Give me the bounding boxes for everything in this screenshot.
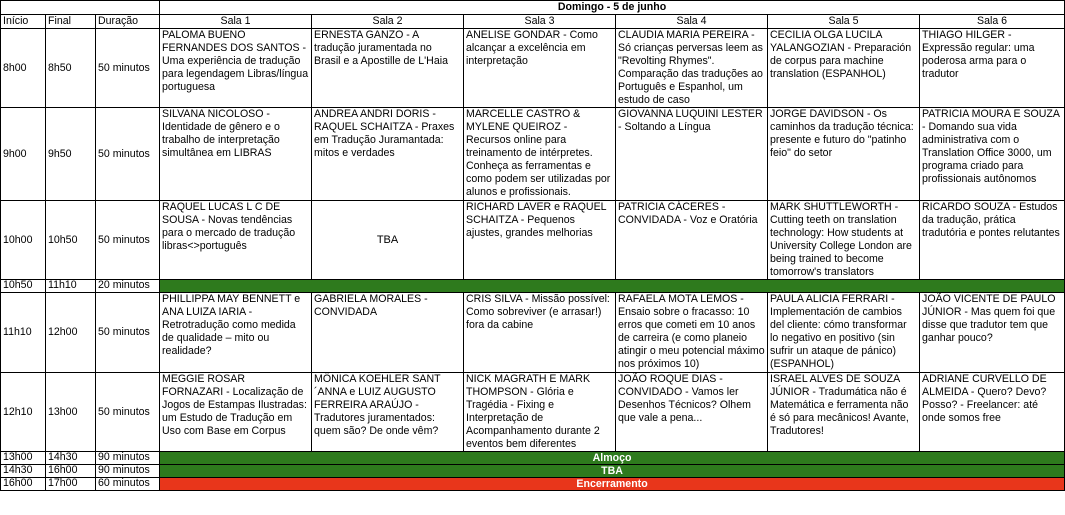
row-end: 14h30 (46, 452, 96, 465)
session-cell: ISRAEL ALVES DE SOUZA JÚNIOR - Tradumática não é Matemática e ferramenta não é só para mecânicos! Avante, Tradutores! (768, 373, 920, 452)
header-end: Final (46, 15, 96, 29)
row-start: 9h00 (1, 108, 46, 201)
row-duration: 90 minutos (96, 452, 160, 465)
session-cell: ANELISE GONDAR - Como alcançar a excelência em interpretação (464, 29, 616, 108)
session-cell: GIOVANNA LUQUINI LESTER - Soltando a Língua (616, 108, 768, 201)
session-cell: ANDREA ANDRI DORIS - RAQUEL SCHAITZA - Praxes em Tradução Juramantada: mitos e verdades (312, 108, 464, 201)
session-cell-tba: TBA (312, 201, 464, 280)
row-duration: 50 minutos (96, 201, 160, 280)
row-start: 16h00 (1, 478, 46, 491)
session-cell: JOÃO VICENTE DE PAULO JÚNIOR - Mas quem foi que disse que tradutor tem que ganhar pouco? (920, 293, 1065, 373)
session-cell: THIAGO HILGER - Expressão regular: uma poderosa arma para o tradutor (920, 29, 1065, 108)
header-room-1: Sala 1 (160, 15, 312, 29)
table-row-tba (1, 465, 1065, 478)
row-end: 9h50 (46, 108, 96, 201)
row-end: 16h00 (46, 465, 96, 478)
header-room-4: Sala 4 (616, 15, 768, 29)
session-cell: GABRIELA MORALES - CONVIDADA (312, 293, 464, 373)
row-start: 12h10 (1, 373, 46, 452)
row-duration: 90 minutos (96, 465, 160, 478)
session-cell: JORGE DAVIDSON - Os caminhos da tradução técnica: presente e futuro do "patinho feio" do setor (768, 108, 920, 201)
session-cell: PATRICIA MOURA E SOUZA - Domando sua vida administrativa com o Translation Office 3000, um programa criado para profissionais autônomos (920, 108, 1065, 201)
header-room-2: Sala 2 (312, 15, 464, 29)
row-end: 17h00 (46, 478, 96, 491)
row-start: 10h50 (1, 280, 46, 293)
header-room-6: Sala 6 (920, 15, 1065, 29)
session-cell: JOÃO ROQUE DIAS - CONVIDADO - Vamos ler Desenhos Técnicos? Olhem que vale a pena... (616, 373, 768, 452)
row-end: 13h00 (46, 373, 96, 452)
session-cell: CECILIA OLGA LUCILA YALANGOZIAN - Preparación de corpus para machine translation (ESPANHOL) (768, 29, 920, 108)
row-duration: 50 minutos (96, 373, 160, 452)
session-cell: PALOMA BUENO FERNANDES DOS SANTOS - Uma experiência de tradução para legendagem Libras/língua portuguesa (160, 29, 312, 108)
table-row-lunch (1, 452, 1065, 465)
row-end: 8h50 (46, 29, 96, 108)
row-end: 11h10 (46, 280, 96, 293)
session-cell: PAULA ALICIA FERRARI - Implementación de cambios del cliente: cómo transformar lo negativo en positivo (sin sufrir un ataque de pánico) (ESPANHOL) (768, 293, 920, 373)
tba-banner: TBA (160, 465, 1065, 478)
row-start: 14h30 (1, 465, 46, 478)
session-cell: MEGGIE ROSAR FORNAZARI - Localização de Jogos de Estampas Ilustradas: um Estudo de Tradução em Uso com Base em Corpus (160, 373, 312, 452)
session-cell: ADRIANE CURVELLO DE ALMEIDA - Quero? Devo? Posso? - Freelancer: até onde somos free (920, 373, 1065, 452)
session-cell: RICHARD LAVER e RAQUEL SCHAITZA - Pequenos ajustes, grandes melhorias (464, 201, 616, 280)
session-cell: PATRICIA CÁCERES - CONVIDADA - Voz e Oratória (616, 201, 768, 280)
header-room-5: Sala 5 (768, 15, 920, 29)
session-cell: NICK MAGRATH E MARK THOMPSON - Glória e Tragédia - Fixing e Interpretação de Acompanhamento durante 2 eventos bem diferentes (464, 373, 616, 452)
header-room-3: Sala 3 (464, 15, 616, 29)
table-row-closing (1, 478, 1065, 491)
page-title: Domingo - 5 de junho (160, 1, 1065, 15)
session-cell: MARCELLE CASTRO & MYLENE QUEIROZ - Recursos online para treinamento de intérpretes. Conheça as ferramentas e como podem ser utilizadas por alunos e profissionais. (464, 108, 616, 201)
row-start: 10h00 (1, 201, 46, 280)
title-blank (1, 1, 160, 15)
table-row-break (1, 280, 1065, 293)
row-end: 12h00 (46, 293, 96, 373)
row-start: 11h10 (1, 293, 46, 373)
row-duration: 20 minutos (96, 280, 160, 293)
table-row (1, 201, 1065, 280)
session-cell: MÔNICA KOEHLER SANT´ANNA e LUIZ AUGUSTO FERREIRA ARAÚJO - Tradutores juramentados: quem são? De onde vêm? (312, 373, 464, 452)
session-cell: RAQUEL LUCAS L C DE SOUSA - Novas tendências para o mercado de tradução libras<>português (160, 201, 312, 280)
row-duration: 50 minutos (96, 108, 160, 201)
session-cell: ERNESTA GANZO - A tradução juramentada no Brasil e a Apostille de L'Haia (312, 29, 464, 108)
row-duration: 60 minutos (96, 478, 160, 491)
row-duration: 50 minutos (96, 29, 160, 108)
lunch-banner: Almoço (160, 452, 1065, 465)
session-cell: CRIS SILVA - Missão possível: Como sobreviver (e arrasar!) fora da cabine (464, 293, 616, 373)
closing-banner: Encerramento (160, 478, 1065, 491)
table-row (1, 373, 1065, 452)
session-cell: MARK SHUTTLEWORTH - Cutting teeth on translation technology: How students at University College London are being trained to become tomorrow's translators (768, 201, 920, 280)
row-start: 8h00 (1, 29, 46, 108)
session-cell: RICARDO SOUZA - Estudos da tradução, prática tradutória e pontes relutantes (920, 201, 1065, 280)
row-start: 13h00 (1, 452, 46, 465)
row-duration: 50 minutos (96, 293, 160, 373)
row-end: 10h50 (46, 201, 96, 280)
table-row (1, 293, 1065, 373)
table-row (1, 108, 1065, 201)
header-start: Início (1, 15, 46, 29)
table-row (1, 29, 1065, 108)
session-cell: CLAUDIA MARIA PEREIRA - Só crianças perversas leem as "Revolting Rhymes". Comparação das traduções ao Português e Espanhol, um estudo de caso (616, 29, 768, 108)
break-bar (160, 280, 1065, 293)
session-cell: SILVANA NICOLOSO - Identidade de gênero e o trabalho de interpretação simultânea em LIBRAS (160, 108, 312, 201)
session-cell: PHILLIPPA MAY BENNETT e ANA LUIZA IARIA - Retrotradução como medida de qualidade – mito ou realidade? (160, 293, 312, 373)
session-cell: RAFAELA MOTA LEMOS - Ensaio sobre o fracasso: 10 erros que cometi em 10 anos de carreira (e como planeio atingir o meu potencial máximo nos próximos 10) (616, 293, 768, 373)
header-duration: Duração (96, 15, 160, 29)
